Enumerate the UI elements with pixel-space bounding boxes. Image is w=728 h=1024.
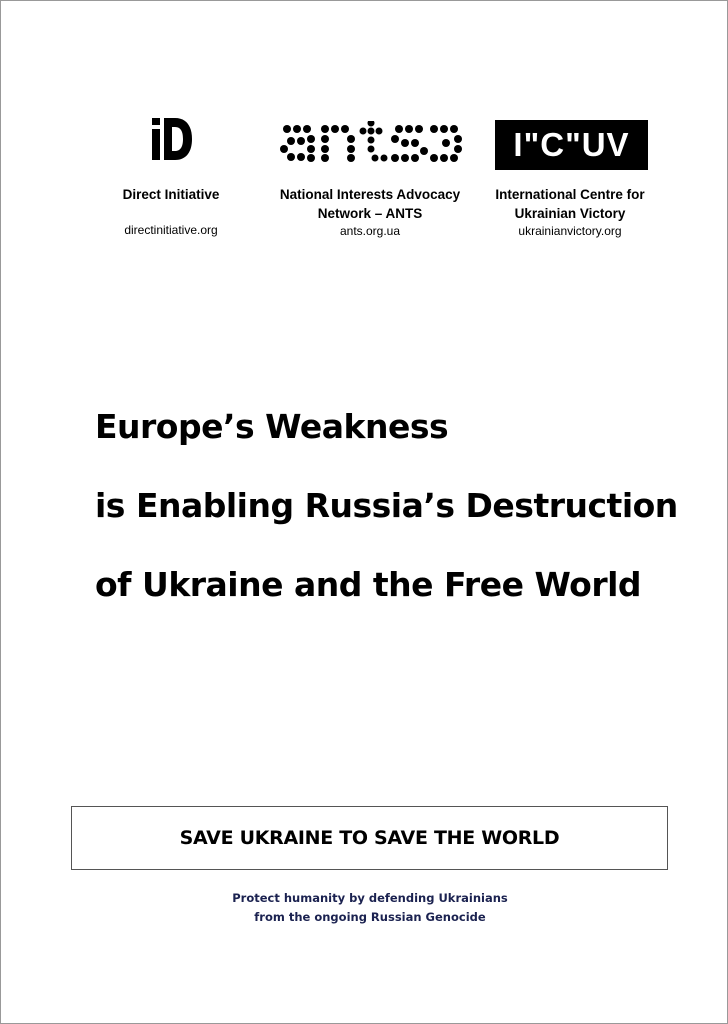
org-icuv [475,185,665,239]
org-name-line-2: Network – ANTS [317,206,423,221]
org-url: directinitiative.org [124,223,218,237]
title-line: Europe’s Weakness [95,407,449,446]
org-name-line-1: International Centre for [495,187,645,202]
id-logo-icon [151,117,193,161]
footer-text [1,889,728,927]
ants-logo-icon [279,121,463,165]
slogan-text: SAVE UKRAINE TO SAVE THE WORLD [179,827,560,849]
icuv-logo-text: I"C"UV [513,126,630,163]
document-title [95,398,705,635]
org-url: ants.org.ua [339,224,401,238]
org-url: ukrainianvictory.org [518,224,622,238]
icuv-logo [495,120,648,170]
org-name-line-1: National Interests Advocacy [279,187,461,202]
footer-line: from the ongoing Russian Genocide [254,910,486,924]
org-ants [260,185,480,239]
slogan-banner [71,806,668,870]
org-name: Direct Initiative [122,187,220,202]
title-line: is Enabling Russia’s Destruction [95,486,678,525]
org-direct-initiative [91,185,251,238]
org-name-line-2: Ukrainian Victory [514,206,626,221]
title-line: of Ukraine and the Free World [95,565,642,604]
footer-line: Protect humanity by defending Ukrainians [232,891,508,905]
